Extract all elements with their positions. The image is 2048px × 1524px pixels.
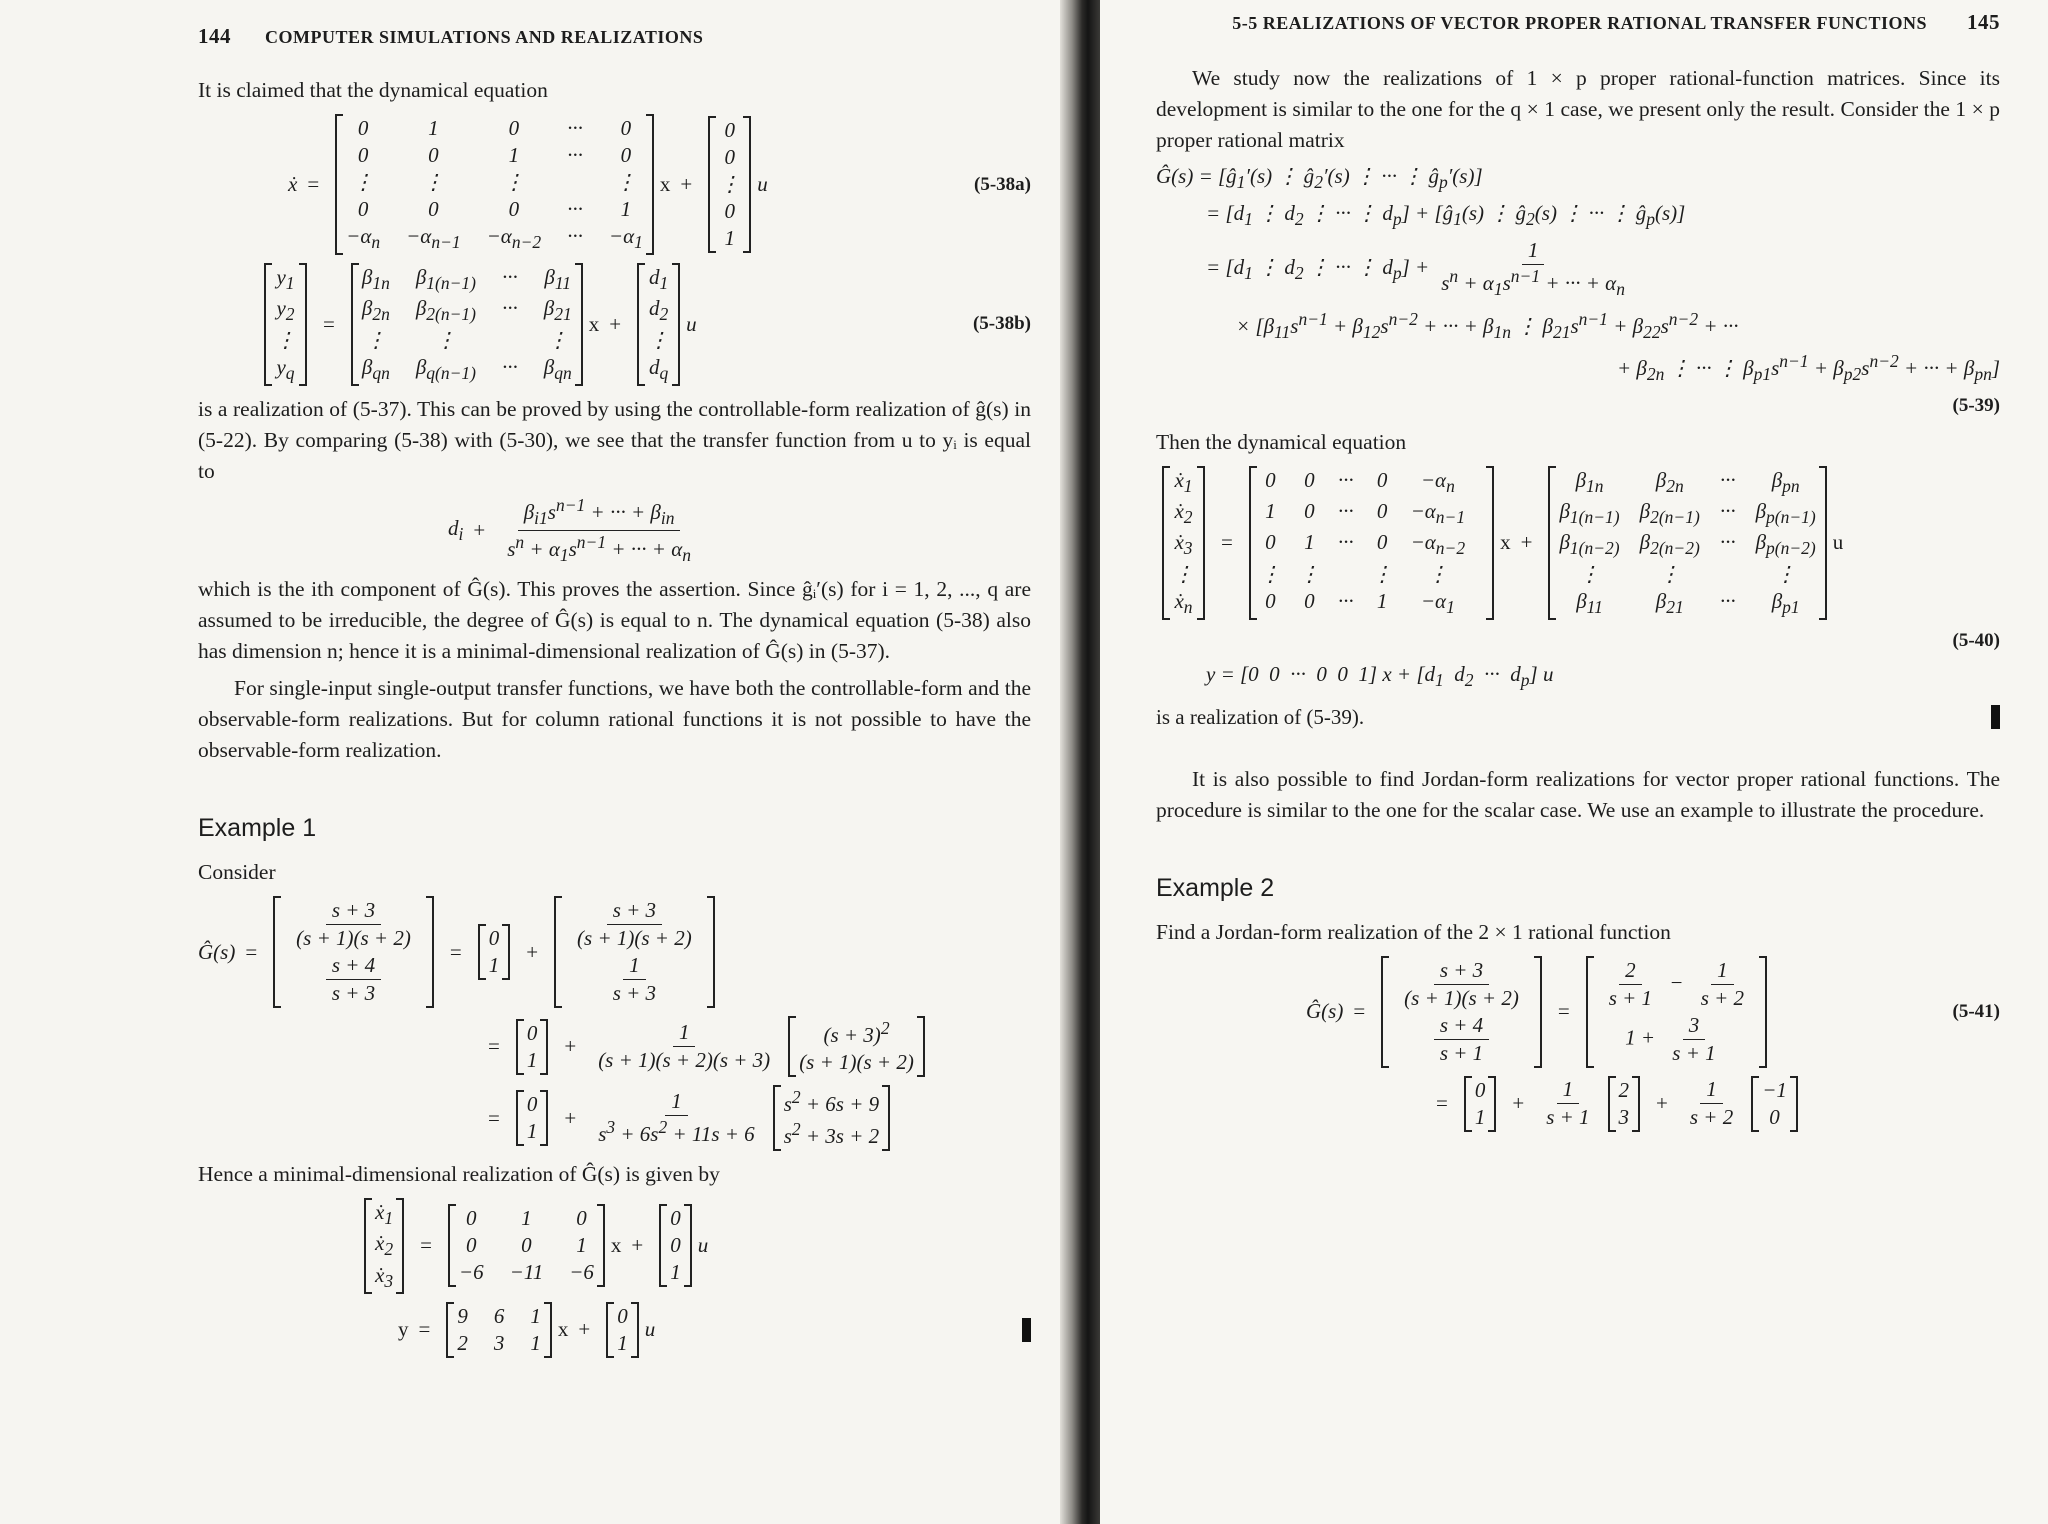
equation-5-38a: ẋ = 0 1 0 ··· 0 0 0 1 ··· 0 ⋮ ⋮ ⋮ ⋮ 0 0 0 ··· 1 $-\alpha_n$ $-\alpha_{n-1}$ $-\alpha_{n-2}$ ··· $-\alpha_1$ x + 0 0 ⋮ 0 1 u (5-38a) — [288, 114, 1031, 255]
page-number: 144 — [198, 24, 231, 48]
paragraph: It is also possible to find Jordan-form realizations for vector proper rational functions. The procedure is similar to the one for the scalar case. We use an example to illustrate the procedure. — [1156, 766, 2000, 822]
paragraph: is a realization of (5-37). This can be proved by using the controllable-form realization of ĝ(s) in (5-22). By comparing (5-38) with (5-30), we see that the transfer function from u to yᵢ is equal to — [198, 396, 1031, 483]
equation-5-41: Ĝ(s) = $\frac{s + 3}{(s + 1)(s + 2)}$ $\frac{s + 4}{s + 1}$ = $\frac{2}{s + 1}$ − $\frac{1}{s + 2}$ 1 + $\frac{3}{s + 1}$ (5-41) — [1306, 956, 2000, 1068]
equation-5-38b: $y_1$ $y_2$ ⋮ $y_q$ = $\beta_{1n}$ $\beta_{1(n-1)}$ ··· $\beta_{11}$ $\beta_{2n}$ $\beta_{2(n-1)}$ ··· $\beta_{21}$ ⋮ ⋮ ⋮ $\beta_{qn}$ $\beta_{q(n-1)}$ ··· $\beta_{qn}$ x + $d_1$ $d_2$ ⋮ $d_q$ u (5-38b) — [258, 263, 1031, 386]
equation-number: (5-38b) — [972, 313, 1031, 335]
companion-matrix: 0 1 0 ··· 0 0 0 1 ··· 0 ⋮ ⋮ ⋮ ⋮ 0 0 0 ··· 1 $-\alpha_n$ $-\alpha_{n-1}$ $-\alpha_{n-2}$ ··· $-\alpha_1$ — [335, 114, 654, 255]
equation-5-41-expansion: = 0 1 + $\frac{1}{s + 1}$ 2 3 + $\frac{1}{s + 2}$ −1 0 — [1426, 1076, 2000, 1132]
example-1-state-eq: ẋ$_1$ ẋ$_2$ ẋ$_3$ = 0 1 0 0 0 1 −6 −11 −6 x + 0 0 1 u — [358, 1198, 1031, 1294]
equation-5-39-line1: Ĝ(s) = [$ĝ_1'(s)$ ⋮ $ĝ_2'(s)$ ⋮ ··· ⋮ $ĝ_p'(s)$] — [1156, 164, 1483, 193]
running-head-title: 5-5 REALIZATIONS OF VECTOR PROPER RATIONAL TRANSFER FUNCTIONS — [1232, 13, 1927, 33]
consider-text: Consider — [198, 860, 276, 885]
output-matrix: $\beta_{1n}$ $\beta_{1(n-1)}$ ··· $\beta_{11}$ $\beta_{2n}$ $\beta_{2(n-1)}$ ··· $\beta_{21}$ ⋮ ⋮ ⋮ $\beta_{qn}$ $\beta_{q(n-1)}$ ··· $\beta_{qn}$ — [351, 263, 583, 386]
paragraph: which is the ith component of Ĝ(s). This proves the assertion. Since ĝᵢ′(s) for i = 1, 2, ..., q are assumed to be irreducible, the degree of Ĝ(s) is equal to n. The dynamical equation (5-38) also has dimension n; hence it is a minimal-dimensional realization of Ĝ(s) in (5-37). — [198, 577, 1031, 664]
equation-5-39-line2: = [$d_1$ ⋮ $d_2$ ⋮ ··· ⋮ $d_p$] + [$ĝ_1(s)$ ⋮ $ĝ_2(s)$ ⋮ ··· ⋮ $ĝ_p(s)$] — [1206, 201, 1686, 230]
left-running-head — [198, 24, 1031, 49]
paragraph: For single-input single-output transfer functions, we have both the controllable-form and the observable-form realizations. But for column rational functions it is not possible to have the observable-form realization. — [198, 676, 1031, 763]
example-1-step3: = 0 1 + $\frac{1}{s^3 + 6s^2 + 11s + 6}$ $s^2 + 6s + 9$ $s^2 + 3s + 2$ — [478, 1085, 1031, 1151]
example-title: Example 1 — [198, 814, 317, 843]
right-running-head — [1156, 10, 2000, 35]
page-number: 145 — [1967, 10, 2000, 34]
equation-number: (5-41) — [1952, 1000, 2000, 1022]
realization-note: is a realization of (5-39). — [1156, 705, 2000, 730]
book-gutter — [1060, 0, 1100, 1524]
example-1-G: Ĝ(s) = $\frac{s + 3}{(s + 1)(s + 2)}$ $\frac{s + 4}{s + 3}$ = 0 1 + $\frac{s + 3}{(s + 1)(s + 2)}$ $\frac{1}{s + 3}$ — [198, 896, 1031, 1008]
input-vector: 0 0 ⋮ 0 1 — [708, 116, 751, 253]
equation-5-39-line4: × [$\beta_{11}s^{n-1} + \beta_{12}s^{n-2}$ + ··· + $\beta_{1n}$ ⋮ $\beta_{21}s^{n-1} + \beta_{22}s^{n-2}$ + ··· — [1236, 308, 1739, 342]
transfer-function-eq: $d_i$ + $\frac{\beta_{i1}s^{n-1} + \cdot\cdot\cdot + \beta_{in}}{s^n + \alpha_1s^{n-1} + \cdot\cdot\cdot + \alpha_n}$ — [448, 494, 691, 566]
equation-number: (5-38a) — [974, 173, 1031, 195]
equation-number: (5-39) — [1952, 394, 2000, 416]
intro-text: It is claimed that the dynamical equation — [198, 78, 548, 102]
find-text: Find a Jordan-form realization of the 2 × 1 rational function — [1156, 919, 1671, 944]
hence-text: Hence a minimal-dimensional realization of Ĝ(s) is given by — [198, 1162, 720, 1187]
running-head-title: COMPUTER SIMULATIONS AND REALIZATIONS — [265, 27, 704, 47]
example-1-output-eq: y = 9 6 1 2 3 1 x + 0 1 u — [398, 1302, 1031, 1358]
equation-5-40-number-row — [1156, 628, 2000, 654]
example-title: Example 2 — [1156, 873, 1275, 902]
equation-5-40-state: ẋ$_1$ ẋ$_2$ ẋ$_3$ ⋮ ẋ$_n$ = 0 0 ··· 0 $-\alpha_n$ 1 0 ··· 0 $-\alpha_{n-1}$ 0 1 ··· 0 $-\alpha_{n-2}$ ⋮ ⋮ ⋮ ⋮ 0 0 ··· 1 $-\alpha_1$ x + $\beta_{1n}$ $\beta_{2n}$ ··· $\beta_{pn}$ $\beta_{1(n-1)}$ $\beta_{2(n-1)}$ ··· $\beta_{p(n-1)}$ $\beta_{1(n-2)}$ $\beta_{2(n-2)}$ ··· $\beta_{p(n-2)}$ ⋮ ⋮ ⋮ $\beta_{11}$ $\beta_{21}$ ··· $\beta_{p1}$ u — [1156, 466, 2000, 620]
right-page — [1100, 0, 2048, 1524]
equation-number: (5-40) — [1952, 629, 2000, 651]
end-of-section-mark — [1991, 705, 2000, 729]
equation-5-39-line3: = [$d_1$ ⋮ $d_2$ ⋮ ··· ⋮ $d_p$] + $\frac{1}{s^n + \alpha_1s^{n-1} + \cdot\cdot\cdot + \alpha_n}$ — [1206, 238, 1625, 300]
equation-5-39-number-row — [1156, 393, 2000, 419]
then-text: Then the dynamical equation — [1156, 429, 1407, 454]
equation-5-39-line5: + $\beta_{2n}$ ⋮ ··· ⋮ $\beta_{p1}s^{n-1} + \beta_{p2}s^{n-2}$ + ··· + $\beta_{pn}$] — [1617, 350, 2000, 384]
example-1-step2: = 0 1 + $\frac{1}{(s + 1)(s + 2)(s + 3)}$ $(s + 3)^2$ (s + 1)(s + 2) — [478, 1016, 1031, 1077]
paragraph: We study now the realizations of 1 × p proper rational-function matrices. Since its development is similar to the one for the q × 1 case, we present only the result. Consider the 1 × p proper rational matrix — [1156, 66, 2000, 152]
end-of-example-mark — [1022, 1318, 1031, 1342]
equation-5-40-output: y = [0 0 ··· 0 0 1] $x + [d_1$ $d_2$ ··· $d_p$] u — [1206, 661, 1554, 690]
